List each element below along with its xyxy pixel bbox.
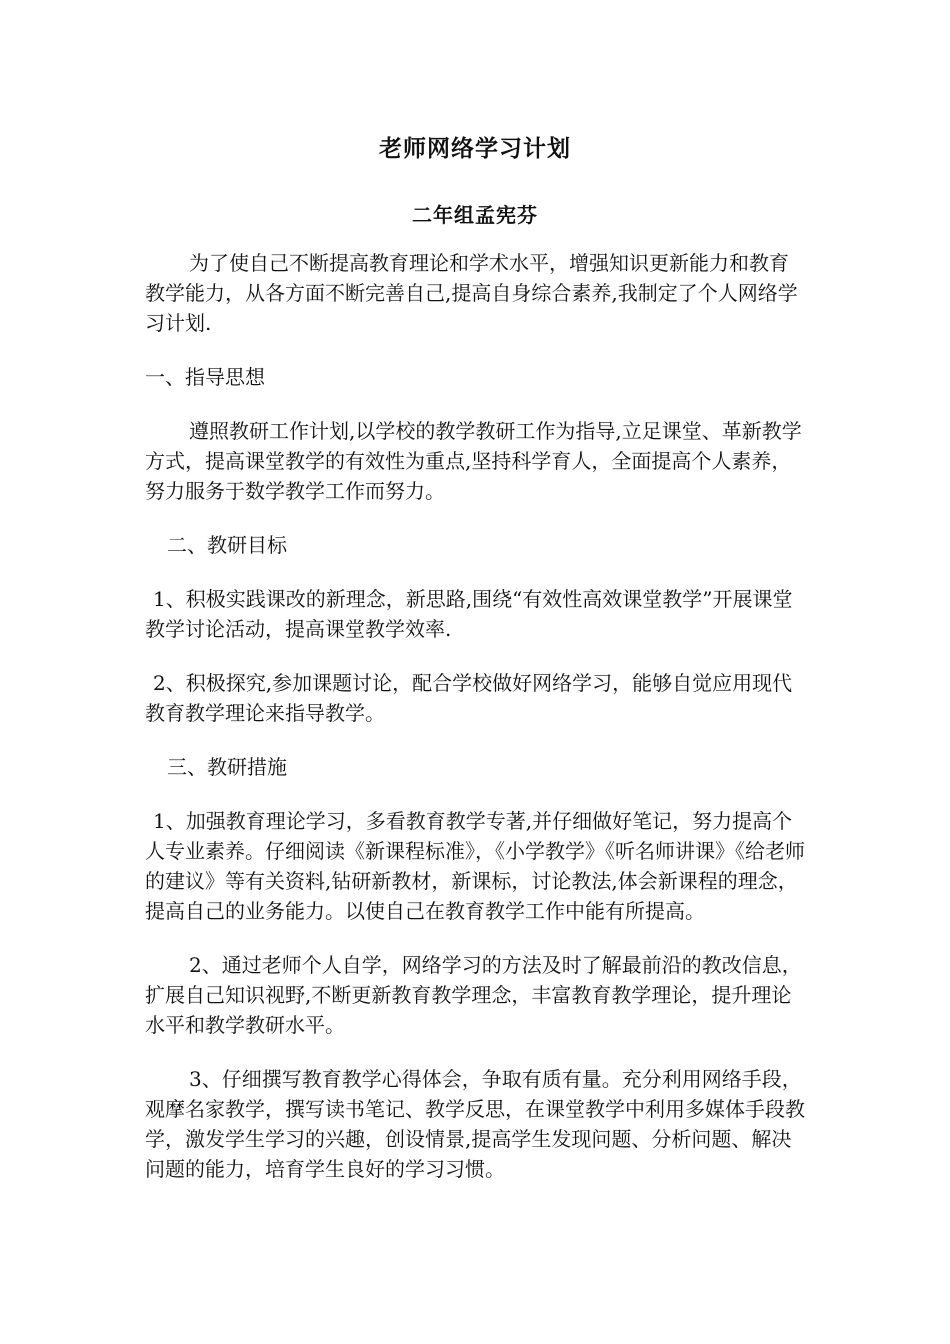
section2-heading: 二、教研目标 [167,533,287,557]
section1-heading: 一、指导思想 [145,365,265,389]
section3-heading: 三、教研措施 [167,755,287,779]
section3-item-2: 2、通过老师个人自学，网络学习的方法及时了解最前沿的教改信息，扩展自己知识视野,不断更新教育教学理念，丰富教育教学理论，提升理论水平和教学教研水平。 [145,953,802,1037]
document-author: 二年组孟宪芬 [412,203,538,227]
document-title: 老师网络学习计划 [379,136,571,162]
section3-item-1: 1、加强教育理论学习，多看教育教学专著,并仔细做好笔记，努力提高个人专业素养。仔细阅读《新课程标准》，《小学教学》《听名师讲课》《给老师的建议》等有关资料,钻研新教材，新课标，讨论教法,体会新课程的理念，提高自己的业务能力。以使自己在教育教学工作中能有所提高。 [145,809,805,923]
section2-item-2: 2、积极探究,参加课题讨论，配合学校做好网络学习，能够自觉应用现代教育教学理论来指导教学。 [145,671,793,725]
section3-item-3: 3、仔细撰写教育教学心得体会，争取有质有量。充分利用网络手段，观摩名家教学，撰写读书笔记、教学反思，在课堂教学中利用多媒体手段教学，激发学生学习的兴趣，创设情景,提高学生发现问题、分析问题、解决问题的能力，培育学生良好的学习习惯。 [145,1067,805,1181]
intro-paragraph: 为了使自己不断提高教育理论和学术水平，增强知识更新能力和教育教学能力，从各方面不断完善自己,提高自身综合素养,我制定了个人网络学习计划. [145,251,798,335]
section1-paragraph: 遵照教研工作计划,以学校的教学教研工作为指导,立足课堂、革新教学方式，提高课堂教学的有效性为重点,坚持科学育人，全面提高个人素养，努力服务于数学教学工作而努力。 [145,419,802,503]
section2-item-1: 1、积极实践课改的新理念，新思路,围绕“有效性高效课堂教学”开展课堂教学讨论活动，提高课堂教学效率. [145,587,793,641]
